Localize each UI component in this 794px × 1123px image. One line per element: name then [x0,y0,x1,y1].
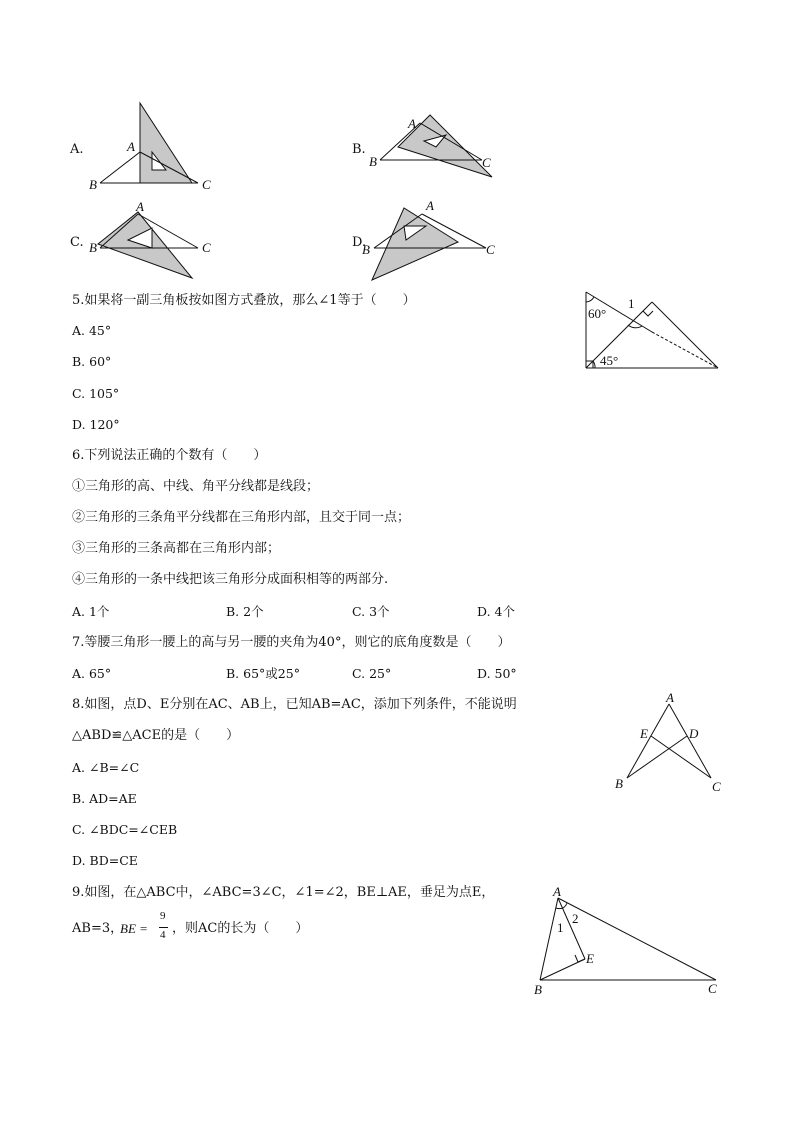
q5-option-c: C. 105° [72,386,120,401]
q8-point-b: B [615,776,623,791]
q7-option-c: C. 25° [352,666,392,681]
q4-option-d-label: D. [352,235,367,250]
q8-option-b: B. AD=AE [72,791,137,806]
q6-option-d: D. 4个 [477,604,515,619]
q8-stem-line1: 8.如图，点D、E分别在AC、AB上，已知AB=AC，添加下列条件，不能说明 [72,697,517,712]
q8-option-c: C. ∠BDC=∠CEB [72,822,178,837]
q4d-point-c: C [486,242,495,257]
q8-figure [605,690,735,800]
q5-option-d: D. 120° [72,417,120,432]
q8-point-e: E [640,726,648,741]
q9-point-a: A [553,884,561,899]
q5-angle-60: 60° [588,306,607,321]
q9-point-c: C [708,981,717,996]
q4-option-b-label: B. [352,142,366,157]
q4a-point-a: A [127,139,135,154]
q4b-point-c: C [482,155,491,170]
q6-statement-2: ②三角形的三条角平分线都在三角形内部，且交于同一点； [72,510,411,525]
q9-point-b: B [534,982,542,997]
q9-fraction-bar [159,927,168,928]
q4-option-b-figure [360,105,510,185]
q4c-point-a: A [136,199,144,214]
q8-point-a: A [666,690,674,705]
q4a-point-c: C [202,177,211,192]
q4c-point-c: C [202,240,211,255]
q5-option-a: A. 45° [72,323,112,338]
q9-stem-line2-post: ，则AC的长为（ ） [172,921,309,936]
q9-be-numerator: 9 [160,910,166,922]
q4-option-a-label: A. [70,142,84,157]
q8-option-d: D. BD=CE [72,853,138,868]
q9-angle-1: 1 [557,920,564,935]
q9-stem-line1: 9.如图，在△ABC中，∠ABC=3∠C，∠1=∠2，BE⊥AE，垂足为点E， [72,885,495,900]
q6-option-b: B. 2个 [226,604,264,619]
q6-option-a: A. 1个 [72,604,110,619]
q6-stem: 6.下列说法正确的个数有（ ） [72,448,267,463]
q7-option-a: A. 65° [72,666,112,681]
q6-statement-3: ③三角形的三条高都在三角形内部； [72,541,281,556]
q7-option-d: D. 50° [477,666,517,681]
q8-point-d: D [689,726,699,741]
q5-stem: 5.如果将一副三角板按如图方式叠放，那么∠1等于（ ） [72,293,416,308]
q5-figure [580,288,730,378]
q9-stem-line2-pre: AB=3， [72,921,124,936]
q4d-point-a: A [426,198,434,213]
q6-option-c: C. 3个 [352,604,390,619]
q9-angle-2: 2 [572,911,579,926]
q7-option-b: B. 65°或25° [226,666,300,681]
q4a-point-b: B [89,177,97,192]
q8-stem-line2: △ABD≌△ACE的是（ ） [72,728,240,743]
q4b-point-b: B [369,154,377,169]
q4d-point-b: B [362,242,370,257]
q7-stem: 7.等腰三角形一腰上的高与另一腰的夹角为40°，则它的底角度数是（ ） [72,635,511,650]
q4-option-d-figure [360,198,510,288]
q4c-point-b: B [89,240,97,255]
q9-point-e: E [586,951,594,966]
q6-statement-4: ④三角形的一条中线把该三角形分成面积相等的两部分. [72,572,389,587]
q5-angle-1: 1 [628,296,635,311]
q9-be-denominator: 4 [160,929,166,941]
q4b-point-a: A [408,116,416,131]
q4-option-c-label: C. [70,235,84,250]
q4-option-c-figure [80,198,230,288]
q5-angle-45: 45° [600,353,619,368]
q9-figure [530,880,730,1000]
q9-be-label: BE = [120,921,148,936]
q4-option-a-figure [80,95,230,195]
q5-option-b: B. 60° [72,354,112,369]
q6-statement-1: ①三角形的高、中线、角平分线都是线段； [72,479,320,494]
q9-be-fraction [120,910,176,948]
q8-point-c: C [712,779,721,794]
q8-option-a: A. ∠B=∠C [72,760,140,775]
